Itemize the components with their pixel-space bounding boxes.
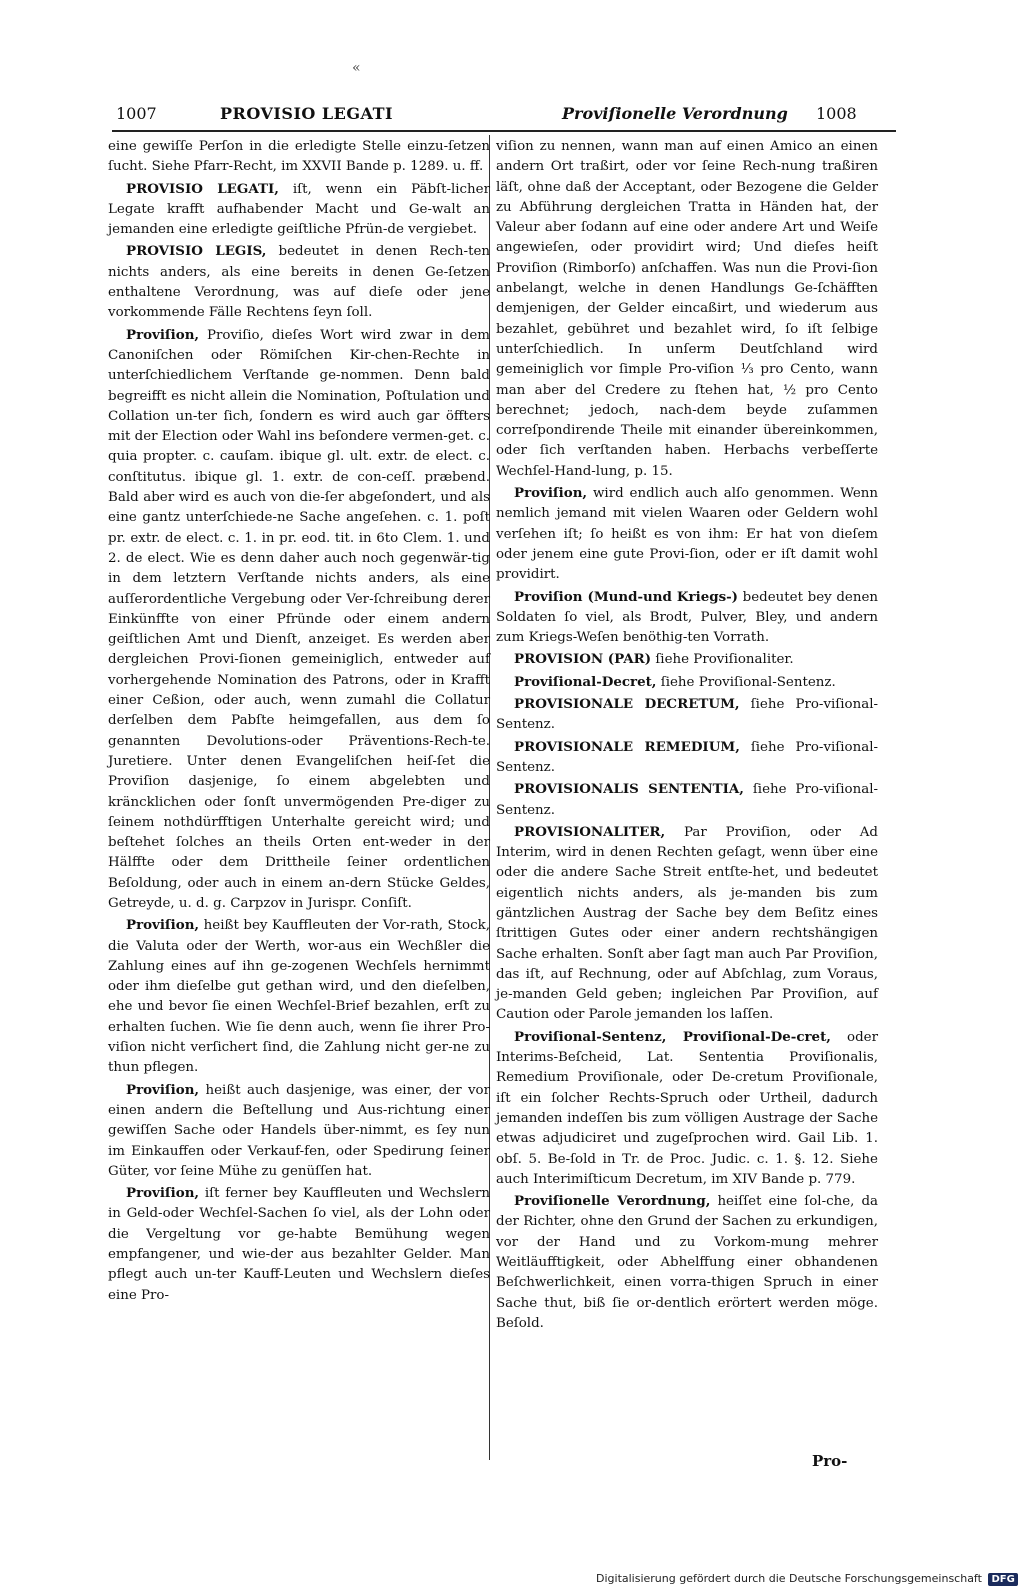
right-column [496, 136, 878, 1335]
page-number-right: 1008 [816, 104, 857, 123]
entry-text: wird endlich auch alſo genommen. Wenn nemlich jemand mit vielen Waaren oder Geldern wohl verſehen iſt; ſo heißt es von ihm: Er hat von dieſem oder jenem eine gute Provi-ſion, oder er iſt damit wohl providirt. [496, 486, 878, 583]
entry-lemma: PROVISIONALITER, [514, 823, 666, 840]
entry-lemma: PROVISION (PAR) [514, 651, 652, 668]
entry-lemma: Proviſion (Mund-und Kriegs-) [514, 588, 739, 605]
entry [108, 1183, 490, 1306]
entry-text: ſiehe Proviſional-Sentenz. [660, 674, 836, 690]
top-mark: « [352, 60, 361, 76]
entry-text: Proviſio, dieſes Wort wird zwar in dem Canoniſchen oder Römiſchen Kir-chen-Rechte in unterſchiedlichem Verſtande ge-nommen. Denn bald begreifft es nicht allein die Nomination, Poſtulation und Collation un-ter ſich, ſondern es wird auch gar öffters mit der Election oder Wahl ins beſondere vermen-get. c. quia propter. c. cauſam. ibique gl. ult. extr. de elect. c. conſtitutus. ibique gl. 1. extr. de con-ceſſ. præbend. Bald aber wird es auch von die-ſer abgeſondert, und als eine gantz unterſchiede-ne Sache angeſehen. c. 1. poſt pr. extr. de elect. c. 1. in pr. eod. tit. in 6to Clem. 1. und 2. de elect. Wie es denn daher auch noch gegenwär-tig in dem letztern Verſtande nichts anders, als eine auſſerordentliche Vergebung oder Ver-ſchreibung derer Einkünffte von einer Pfründe oder einem andern geiſtlichen Amt und Dienſt, anzeiget. Es werden aber dergleichen Provi-ſionen gemeiniglich, entweder auf vorhergehende Nomination des Patrons, oder in Krafft einer Ceßion, oder auch, wenn zumahl die Collatur derſelben dem Pabſte heimgefallen, aus dem ſo genannten Devolutions-oder Präventions-Rech-te. Juretiere. Unter denen Evangeliſchen heiſ-ſet die Proviſion dasjenige, ſo einem abgelebten und kräncklichen oder ſonſt unvermögenden Pre-diger zu ſeinem nothdürfftigen Unterhalte gereicht wird; und beſtehet ſolches an theils Orten ent-weder in der Hälffte oder dem Drittheile ſeiner ordentlichen Beſoldung, oder auch in einem an-dern Stücke Geldes, Getreyde, u. d. g. Carpzov in Jurispr. Conſiſt. [108, 327, 490, 911]
entry [496, 737, 878, 779]
entry-lemma: PROVISIONALE REMEDIUM, [514, 738, 740, 755]
entry-text: ſiehe Proviſionaliter. [655, 652, 794, 668]
footer-text: Digitalisierung gefördert durch die Deutsche Forschungsgemeinschaft [596, 1572, 982, 1585]
entry-lemma: Proviſion, [126, 1081, 200, 1098]
entry-text: heißt bey Kauffleuten der Vor-rath, Stock, die Valuta oder der Werth, wor-aus ein Wechßler die Zahlung eines auf ihn ge-zogenen Wechſels hernimmt oder ihm dieſelbe gut gethan wird, und den dieſelben, ehe und bevor ſie einen Wechſel-Brief bezahlen, erſt zu erhalten ſuchen. Wie ſie denn auch, wenn ſie ihrer Pro-viſion nicht verſichert ſind, die Zahlung nicht ger-ne zu thun pflegen. [108, 918, 490, 1076]
digitization-footer [596, 1572, 1018, 1586]
header-rule [112, 130, 896, 132]
entry-lemma: Proviſional-Sentenz, Proviſional-De-cret, [514, 1028, 831, 1045]
entry-text: viſion zu nennen, wann man auf einen Amico an einen andern Ort traßirt, oder vor ſeine Rech-nung traßiren läſt, ohne daß der Acceptant, oder Bezogene die Gelder zu Abführung dergleichen Tratta in Händen hat, der Valeur aber ſodann auf eine oder andere Art und Weiſe angewieſen, oder providirt wird; Und dieſes heiſt Proviſion (Rimborſo) anſchaffen. Was nun die Provi-ſion anbelangt, welche in denen Handlungs Ge-ſchäfften demjenigen, der Gelder eincaßirt, und wiederum aus bezahlet, gebühret und bezahlet wird, ſo iſt ſelbige unterſchiedlich. In unſerm Deutſchland wird gemeiniglich vor ſimple Pro-viſion ⅓ pro Cento, wann man aber del Credere zu ſtehen hat, ½ pro Cento berechnet; jedoch, nach-dem beyde zuſammen correſpondirende Theile mit einander übereinkommen, oder ſich verſtanden haben. Herbachs verbeſſerte Wechſel-Hand-lung, p. 15. [496, 139, 878, 479]
entry-text: oder Interims-Beſcheid, Lat. Sententia Proviſionalis, Remedium Proviſionale, oder De-cretum Proviſionale, iſt ein ſolcher Rechts-Spruch oder Urtheil, dadurch jemanden indeſſen bis zum völligen Austrage der Sache etwas adjudiciret und zugeſprochen wird. Gail Lib. 1. obſ. 5. Be-ſold in Tr. de Proc. Judic. c. 1. §. 12. Siehe auch Interimiſticum Decretum, im XIV Bande p. 779. [496, 1029, 878, 1187]
running-title-left: PROVISIO LEGATI [220, 104, 393, 123]
entry [108, 1080, 490, 1182]
entry [496, 136, 878, 482]
entry [108, 325, 490, 915]
entry-lemma: Proviſional-Decret, [514, 673, 657, 690]
entry-text: iſt ferner bey Kauffleuten und Wechslern in Geld-oder Wechſel-Sachen ſo viel, als der Lohn oder die Vergeltung vor ge-habte Bemühung wegen empfangener, und wie-der aus bezahlter Gelder. Man pflegt auch un-ter Kauff-Leuten und Wechslern dieſes eine Pro- [108, 1186, 490, 1303]
entry-lemma: Proviſion, [126, 1185, 200, 1202]
catchword: Pro- [812, 1452, 848, 1470]
entry [496, 649, 878, 670]
entry [108, 136, 490, 178]
entry [496, 672, 878, 693]
running-title-right: Proviſionelle Verordnung [562, 104, 788, 123]
page-number-left: 1007 [116, 104, 157, 123]
entry [496, 483, 878, 585]
entry-lemma: Proviſion, [126, 326, 200, 343]
entry-text: heißt auch dasjenige, was einer, der vor einen andern die Beſtellung und Aus-richtung einer gewiſſen Sache oder Handels über-nimmt, es ſey nun im Einkauffen oder Verkauf-fen, oder Spedirung ſeiner Güter, vor ſeine Mühe zu genüſſen hat. [108, 1082, 490, 1179]
entry [496, 694, 878, 736]
entry [108, 915, 490, 1078]
entry-lemma: PROVISIO LEGATI, [126, 180, 279, 197]
entry-text: Par Proviſion, oder Ad Interim, wird in denen Rechten geſagt, wenn über eine oder die andere Sache Streit entſte-het, und bedeutet eigentlich nichts anders, als je-manden bis zum gäntzlichen Austrag der Sache bey dem Beſitz eines ſtrittigen Gutes oder einer andern rechtshängigen Sache erhalten. Sonſt aber ſagt man auch Par Proviſion, das iſt, auf Rechnung, oder auf Abſchlag, zum Voraus, je-manden Geld geben; ingleichen Par Proviſion, auf Caution oder Parole jemanden los laſſen. [496, 824, 878, 1023]
entry [496, 587, 878, 649]
entry-lemma: Proviſion, [126, 917, 200, 934]
entry [496, 779, 878, 821]
entry-lemma: PROVISIONALIS SENTENTIA, [514, 781, 744, 798]
entry-text: iſt, wenn ein Päbſt-licher Legate krafft aufhabender Macht und Ge-walt an jemanden eine erledigte geiſtliche Pfrün-de vergiebet. [108, 181, 490, 238]
entry-text: ſiehe Pro-viſional-Sentenz. [496, 697, 879, 733]
entry-text: bedeutet bey denen Soldaten ſo viel, als Brodt, Pulver, Bley, und andern zum Kriegs-Weſen benöthig-ten Vorrath. [496, 589, 878, 646]
entry [108, 179, 490, 241]
entry-lemma: PROVISIO LEGIS, [126, 243, 267, 260]
entry [496, 1191, 878, 1334]
entry [108, 241, 490, 323]
entry-text: bedeutet in denen Rech-ten nichts anders, als eine bereits in denen Ge-ſetzen enthaltene Verordnung, was auf dieſe oder jene vorkommende Fälle Rechtens ſeyn ſoll. [108, 244, 491, 321]
entry-lemma: Proviſion, [514, 485, 588, 502]
entry-lemma: Proviſionelle Verordnung, [514, 1193, 711, 1210]
entry [496, 1027, 878, 1190]
entry-text: ſiehe Pro-viſional-Sentenz. [496, 739, 879, 775]
entry [496, 822, 878, 1026]
dfg-logo: DFG [988, 1573, 1017, 1586]
entry-text: ſiehe Pro-viſional-Sentenz. [496, 782, 878, 818]
left-column [108, 136, 490, 1307]
entry-lemma: PROVISIONALE DECRETUM, [514, 696, 740, 713]
entry-text: heiſſet eine ſol-che, da der Richter, ohne den Grund der Sachen zu erkundigen, vor der Hand und zu Vorkom-mung mehrer Weitläufftigkeit, oder Abhelffung einer obhandenen Beſchwerlichkeit, einen vorra-thigen Spruch in einer Sache thut, biß ſie or-dentlich erörtert werden möge. Beſold. [496, 1194, 878, 1331]
entry-text: eine gewiſſe Perſon in die erledigte Stelle einzu-ſetzen ſucht. Siehe Pfarr-Recht, im XXVII Bande p. 1289. u. ff. [108, 139, 490, 175]
